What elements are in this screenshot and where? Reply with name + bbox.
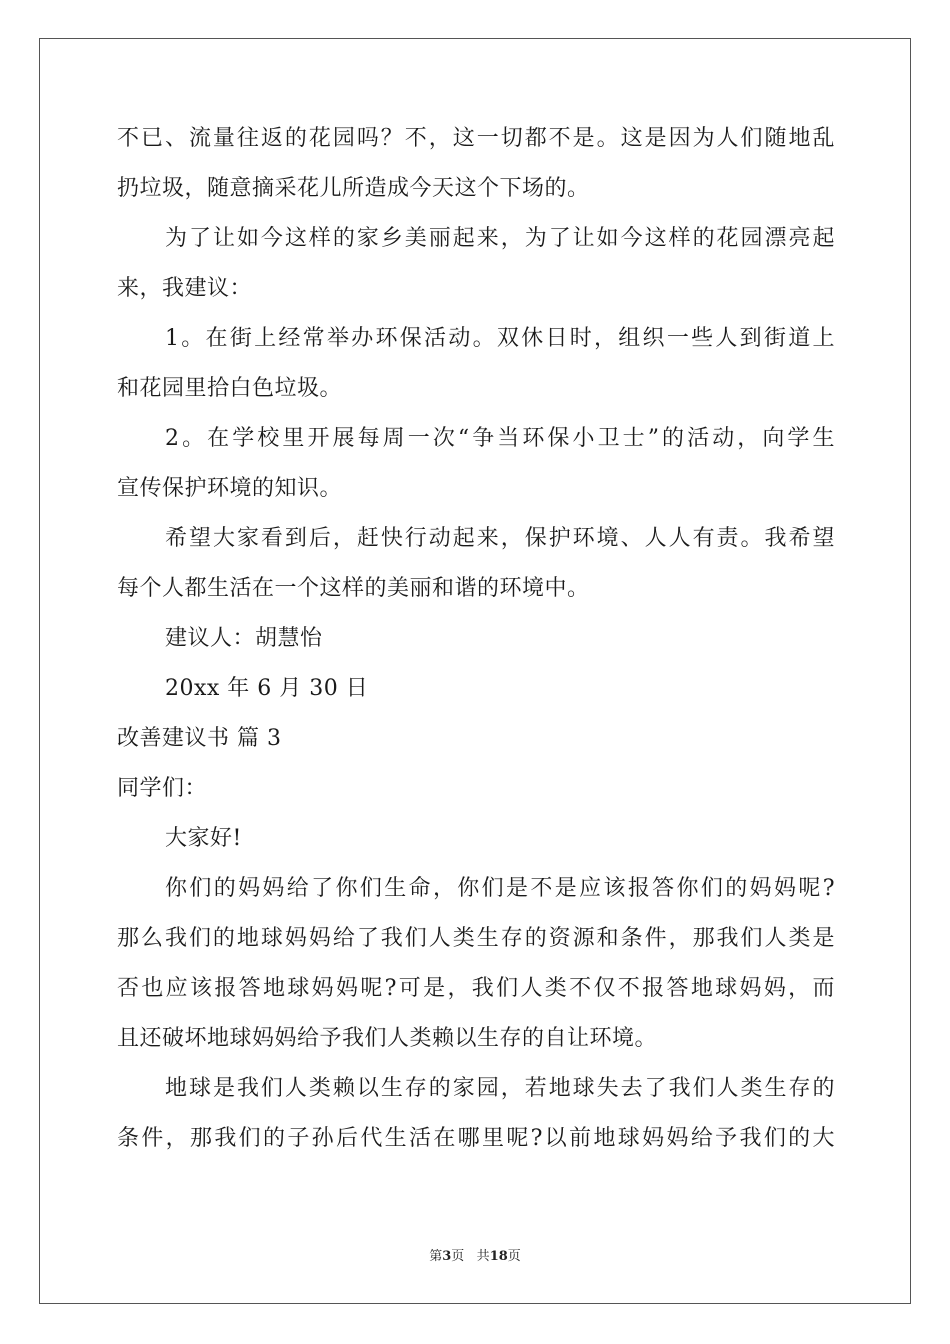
paragraph-line: 且还破坏地球妈妈给予我们人类赖以生存的自让环境。 [117,1026,658,1051]
paragraph-line: 你们的妈妈给了你们生命，你们是不是应该报答你们的妈妈呢? [165,876,835,901]
list-item-line: 宣传保护环境的知识。 [117,476,343,501]
list-item-line: 和花园里拾白色垃圾。 [117,376,343,401]
paragraph-line: 希望大家看到后，赶快行动起来，保护环境、人人有责。我希望 [165,526,835,551]
paragraph-line: 来，我建议： [117,276,253,301]
paragraph-line: 扔垃圾，随意摘采花儿所造成今天这个下场的。 [117,176,590,201]
section-heading: 改善建议书 篇 3 [117,726,282,751]
date-line: 20xx 年 6 月 30 日 [165,676,369,701]
page-number: 3 [442,1249,452,1264]
paragraph-line: 条件，那我们的子孙后代生活在哪里呢?以前地球妈妈给予我们的大 [117,1126,835,1151]
paragraph-line: 为了让如今这样的家乡美丽起来，为了让如今这样的花园漂亮起 [165,226,835,251]
page-prefix: 第 [429,1249,443,1264]
signature-line: 建议人：胡慧怡 [165,626,323,651]
total-suffix: 页 [507,1249,521,1264]
paragraph-line: 每个人都生活在一个这样的美丽和谐的环境中。 [117,576,590,601]
greeting: 大家好! [165,826,242,851]
page-suffix: 页 [451,1249,465,1264]
paragraph-line: 不已、流量往返的花园吗？不，这一切都不是。这是因为人们随地乱 [117,126,835,151]
total-pages: 18 [489,1249,508,1264]
paragraph-line: 那么我们的地球妈妈给了我们人类生存的资源和条件，那我们人类是 [117,926,835,951]
list-item-line: 1。在街上经常举办环保活动。双休日时，组织一些人到街道上 [165,326,835,351]
paragraph-line: 地球是我们人类赖以生存的家园，若地球失去了我们人类生存的 [165,1076,835,1101]
total-prefix: 共 [476,1249,490,1264]
salutation: 同学们： [117,776,208,801]
page-footer [0,1248,950,1266]
paragraph-line: 否也应该报答地球妈妈呢?可是，我们人类不仅不报答地球妈妈，而 [117,976,835,1001]
list-item-line: 2。在学校里开展每周一次“争当环保小卫士”的活动，向学生 [165,426,835,451]
